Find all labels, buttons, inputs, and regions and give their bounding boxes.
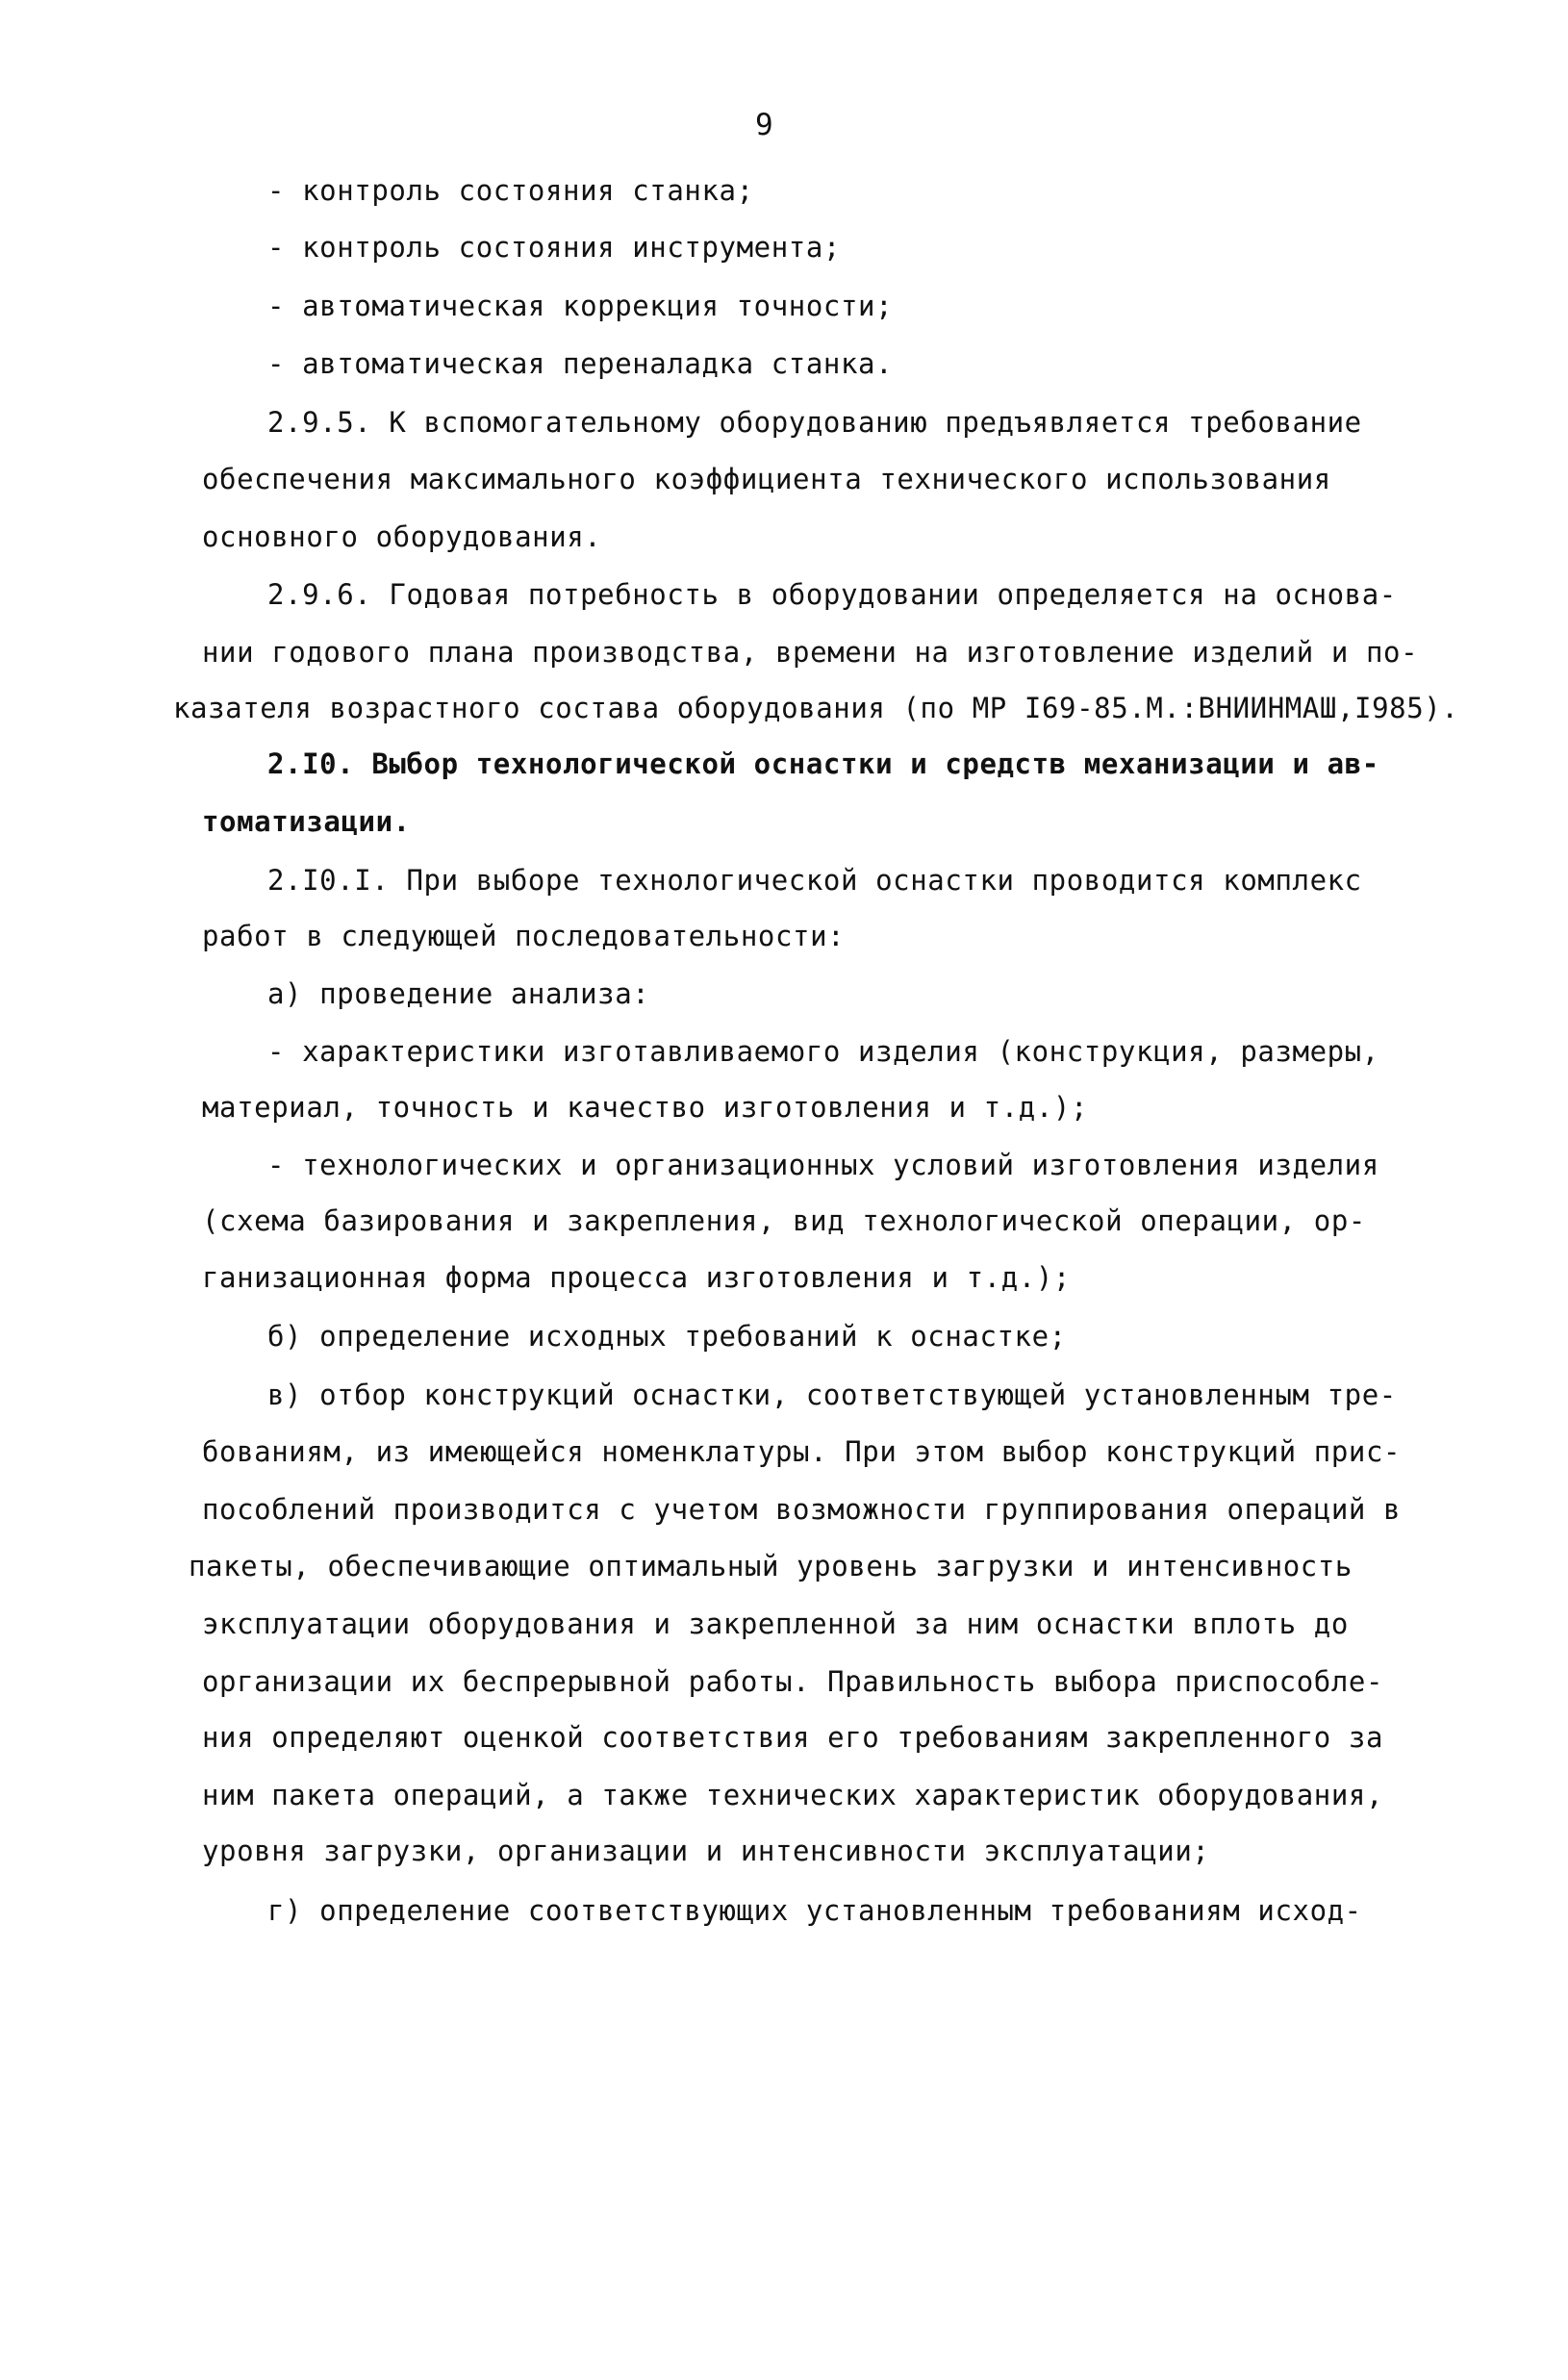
list-item: б) определение исходных требований к оснастке; <box>267 1320 1067 1353</box>
list-item: - характеристики изготавливаемого изделия (конструкция, размеры, <box>267 1035 1379 1068</box>
list-item: (схема базирования и закрепления, вид технологической операции, ор- <box>202 1204 1366 1237</box>
paragraph-line: ним пакета операций, а также технических характеристик оборудования, <box>202 1779 1384 1811</box>
paragraph-line: пособлений производится с учетом возможности группирования операций в <box>202 1493 1402 1526</box>
paragraph-line: нии годового плана производства, времени на изготовление изделий и по- <box>202 636 1419 669</box>
paragraph-line: ния определяют оценкой соответствия его требованиям закрепленного за <box>202 1721 1384 1754</box>
paragraph-line: 2.9.5. К вспомогательному оборудованию предъявляется требование <box>267 406 1362 439</box>
paragraph-line: казателя возрастного состава оборудования (по МР I69-85.М.:ВНИИНМАШ,I985). <box>173 692 1459 724</box>
paragraph-line: обеспечения максимального коэффициента технического использования <box>202 463 1331 495</box>
section-heading: томатизации. <box>202 805 411 838</box>
section-heading: 2.I0. Выбор технологической оснастки и средств механизации и ав- <box>267 747 1379 780</box>
paragraph-line: работ в следующей последовательности: <box>202 920 846 952</box>
paragraph-line: основного оборудования. <box>202 520 602 553</box>
paragraph-line: организации их беспрерывной работы. Правильность выбора приспособле- <box>202 1665 1384 1698</box>
list-item: ганизационная форма процесса изготовления и т.д.); <box>202 1261 1071 1294</box>
paragraph-line: г) определение соответствующих установленным требованиям исход- <box>267 1894 1362 1927</box>
list-item: - контроль состояния станка; <box>267 174 754 207</box>
paragraph-line: 2.I0.I. При выборе технологической оснастки проводится комплекс <box>267 864 1362 897</box>
list-item: - контроль состояния инструмента; <box>267 231 841 264</box>
paragraph-line: 2.9.6. Годовая потребность в оборудовании определяется на основа- <box>267 578 1397 611</box>
list-item: материал, точность и качество изготовления и т.д.); <box>202 1091 1089 1124</box>
list-item: - автоматическая коррекция точности; <box>267 290 894 322</box>
list-item: - технологических и организационных условий изготовления изделия <box>267 1149 1379 1181</box>
paragraph-line: уровня загрузки, организации и интенсивности эксплуатации; <box>202 1835 1210 1867</box>
paragraph-line: эксплуатации оборудования и закрепленной за ним оснастки вплоть до <box>202 1608 1349 1640</box>
paragraph-line: а) проведение анализа: <box>267 977 650 1010</box>
paragraph-line: пакеты, обеспечивающие оптимальный уровень загрузки и интенсивность <box>189 1550 1353 1582</box>
page-number: 9 <box>755 108 773 142</box>
list-item: - автоматическая переналадка станка. <box>267 347 894 380</box>
paragraph-line: в) отбор конструкций оснастки, соответствующей установленным тре- <box>267 1379 1397 1411</box>
paragraph-line: бованиям, из имеющейся номенклатуры. При этом выбор конструкций прис- <box>202 1435 1402 1468</box>
